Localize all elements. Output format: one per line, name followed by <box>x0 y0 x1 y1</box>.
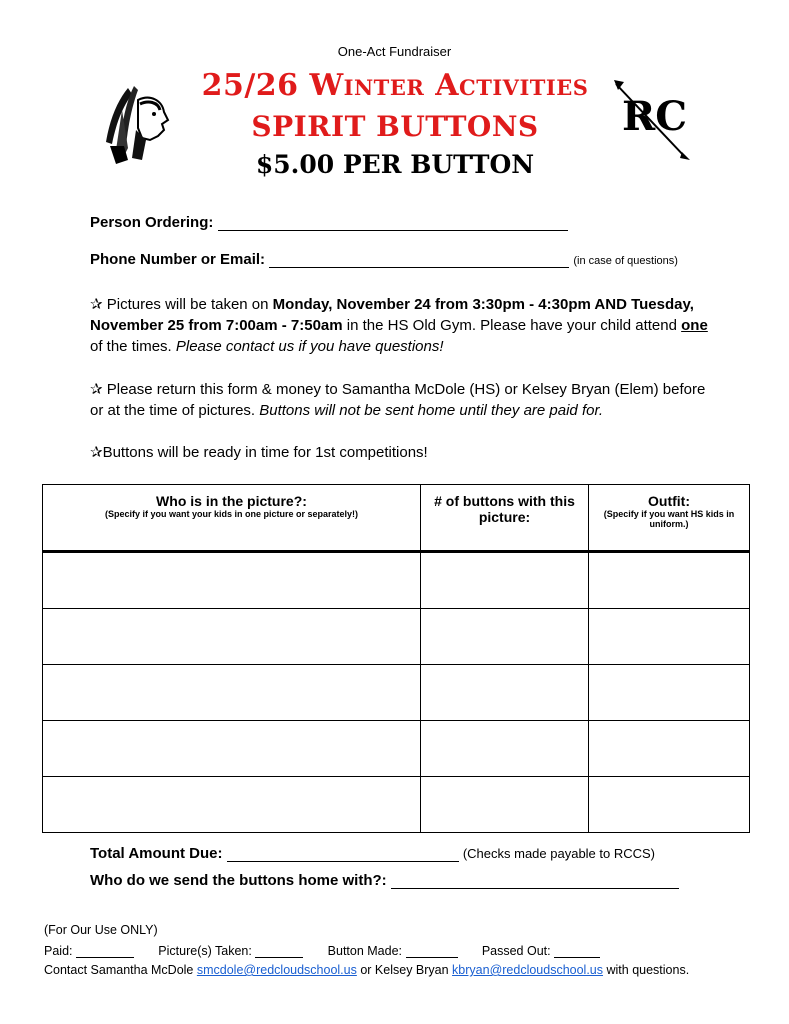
col-header-outfit: Outfit: (Specify if you want HS kids in uniform.) <box>589 485 750 552</box>
order-table <box>42 484 750 833</box>
table-row <box>43 665 750 721</box>
star-icon: ✰ <box>90 381 103 398</box>
col-header-who: Who is in the picture?: (Specify if you want your kids in one picture or separately!) <box>43 485 421 552</box>
office-use-label: (For Our Use ONLY) <box>44 923 158 937</box>
person-ordering-label: Person Ordering: <box>90 214 214 231</box>
total-label: Total Amount Due: <box>90 845 223 862</box>
send-home-row <box>90 872 679 889</box>
person-ordering-field[interactable] <box>218 216 568 231</box>
contact-note: (in case of questions) <box>573 255 678 267</box>
contact-label: Phone Number or Email: <box>90 251 266 268</box>
rc-logo-text: RC <box>622 93 688 140</box>
rc-logo <box>612 78 692 162</box>
total-field[interactable] <box>227 847 459 862</box>
email-link-mcdole[interactable]: smcdole@redcloudschool.us <box>196 963 357 977</box>
col-header-count: # of buttons with this picture: <box>421 485 589 552</box>
person-ordering-row <box>90 214 568 231</box>
table-row <box>43 721 750 777</box>
price-heading: $5.00 PER BUTTON <box>255 150 535 179</box>
star-icon: ✰ <box>90 444 103 461</box>
star-icon: ✰ <box>90 296 103 313</box>
email-link-bryan[interactable]: kbryan@redcloudschool.us <box>452 963 604 977</box>
return-info: ✰ Please return this form & money to Samantha McDole (HS) or Kelsey Bryan (Elem) before or at the time of pictures. Buttons will not be sent home until they are paid for. <box>90 381 706 419</box>
send-home-field[interactable] <box>391 874 679 889</box>
ready-info: ✰Buttons will be ready in time for 1st competitions! <box>90 444 428 461</box>
title-line-2: SPIRIT BUTTONS <box>251 110 539 143</box>
contact-line: Contact Samantha McDole smcdole@redcloudschool.us or Kelsey Bryan kbryan@redcloudschool.us with questions. <box>44 963 690 977</box>
pictures-info: ✰ Pictures will be taken on Monday, November 24 from 3:30pm - 4:30pm AND Tuesday, November 25 from 7:00am - 7:50am in the HS Old Gym. Please have your child attend one of the times. Please contact us if you have questions! <box>90 296 708 355</box>
office-use-row: Paid: Picture(s) Taken: Button Made: Passed Out: <box>44 944 600 958</box>
total-row <box>90 845 655 862</box>
table-row <box>43 777 750 833</box>
contact-row <box>90 251 678 268</box>
table-row <box>43 609 750 665</box>
total-note: (Checks made payable to RCCS) <box>462 846 656 861</box>
title-line-1: 25/26 Winter Activities <box>201 68 589 103</box>
subtitle: One-Act Fundraiser <box>337 44 452 59</box>
contact-field[interactable] <box>269 253 569 268</box>
table-row <box>43 552 750 609</box>
send-home-label: Who do we send the buttons home with?: <box>90 872 387 889</box>
